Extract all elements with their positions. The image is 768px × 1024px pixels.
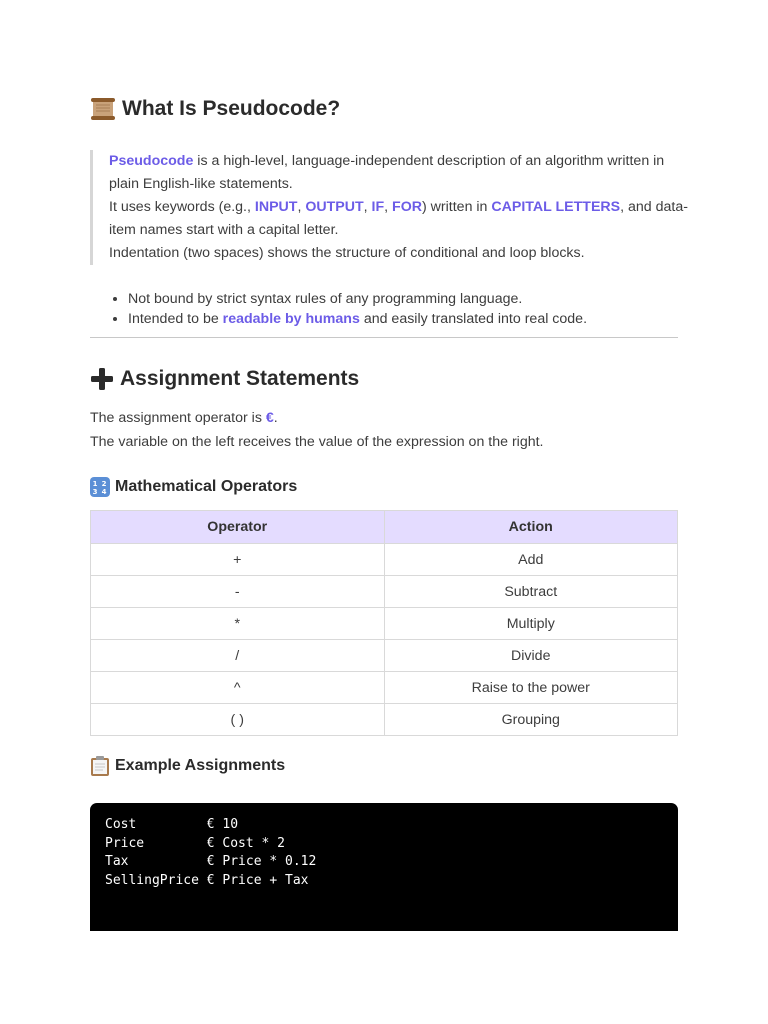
keywords-intro: It uses keywords (e.g., (109, 199, 255, 215)
operator-cell: * (91, 608, 385, 640)
action-cell: Add (384, 544, 678, 576)
table-row (91, 608, 678, 640)
svg-text:1: 1 (92, 480, 98, 488)
table-row (91, 576, 678, 608)
heading-assignment-statements (90, 364, 359, 394)
readable-by-humans: readable by humans (222, 311, 360, 327)
column-header-action: Action (384, 511, 678, 544)
separator: , (297, 199, 306, 215)
operator-cell: / (91, 640, 385, 672)
action-cell: Raise to the power (384, 672, 678, 704)
heading-text: Mathematical Operators (115, 478, 298, 495)
list-item (128, 309, 587, 329)
separator: , (363, 199, 372, 215)
capital-letters: CAPITAL LETTERS (491, 199, 621, 215)
assignment-description (90, 407, 543, 454)
table-row (91, 640, 678, 672)
code-line: Tax € Price * 0.12 (105, 854, 317, 869)
code-line: Price € Cost * 2 (105, 835, 286, 851)
assignment-text: The assignment operator is (90, 410, 266, 426)
heading-mathematical-operators (90, 474, 297, 500)
operator-cell: ( ) (91, 704, 385, 736)
scroll-icon (90, 97, 116, 121)
action-cell: Multiply (384, 608, 678, 640)
heading-text: Assignment Statements (120, 367, 360, 390)
assignment-line-1 (90, 407, 543, 431)
definition-blockquote (90, 150, 689, 265)
keywords-post: , and data-item names start with a capital letter. (109, 199, 688, 238)
heading-text: Example Assignments (115, 757, 286, 774)
keyword-input: INPUT (254, 199, 298, 215)
svg-text:2: 2 (101, 480, 107, 488)
keyword-output: OUTPUT (305, 199, 364, 215)
svg-text:3: 3 (92, 488, 98, 496)
numbers-icon (90, 477, 110, 497)
table-header-row (91, 511, 678, 544)
section-divider (90, 337, 678, 338)
bullet-text: Intended to be (128, 311, 223, 327)
list-item: • Not bound by strict syntax rules of any programming language. (128, 289, 587, 309)
heading-example-assignments (90, 753, 285, 779)
keywords-mid: ) written in (422, 199, 492, 215)
table-row (91, 704, 678, 736)
term-pseudocode: Pseudocode (109, 153, 194, 169)
action-cell: Subtract (384, 576, 678, 608)
column-header-operator: Operator (91, 511, 385, 544)
table-row (91, 672, 678, 704)
pseudocode-bullets (90, 289, 587, 329)
keyword-for: FOR (392, 199, 422, 215)
assignment-operator: € (265, 410, 274, 426)
bullet-text: and easily translated into real code. (359, 311, 588, 327)
code-line: SellingPrice € Price + Tax (105, 872, 309, 888)
operator-cell: + (91, 544, 385, 576)
definition-line-2 (109, 196, 689, 242)
heading-what-is-pseudocode (90, 94, 340, 124)
plus-icon (90, 367, 114, 391)
svg-text:4: 4 (101, 488, 107, 496)
table-row (91, 544, 678, 576)
clipboard-icon (90, 755, 110, 777)
definition-line-3: Indentation (two spaces) shows the structure of conditional and loop blocks. (109, 245, 585, 261)
code-line: Cost € 10 (105, 817, 239, 832)
keyword-if: IF (371, 199, 385, 215)
heading-text: What Is Pseudocode? (122, 97, 341, 120)
definition-line-1 (109, 150, 689, 196)
code-block (90, 803, 678, 931)
assignment-text: . (273, 410, 278, 426)
operator-cell: ^ (91, 672, 385, 704)
assignment-line-2: The variable on the left receives the value of the expression on the right. (90, 433, 544, 450)
operators-table (90, 510, 678, 736)
separator: , (384, 199, 393, 215)
operator-cell: - (91, 576, 385, 608)
definition-text: is a high-level, language-independent description of an algorithm written in plain English-like statements. (109, 153, 665, 192)
action-cell: Divide (384, 640, 678, 672)
action-cell: Grouping (384, 704, 678, 736)
